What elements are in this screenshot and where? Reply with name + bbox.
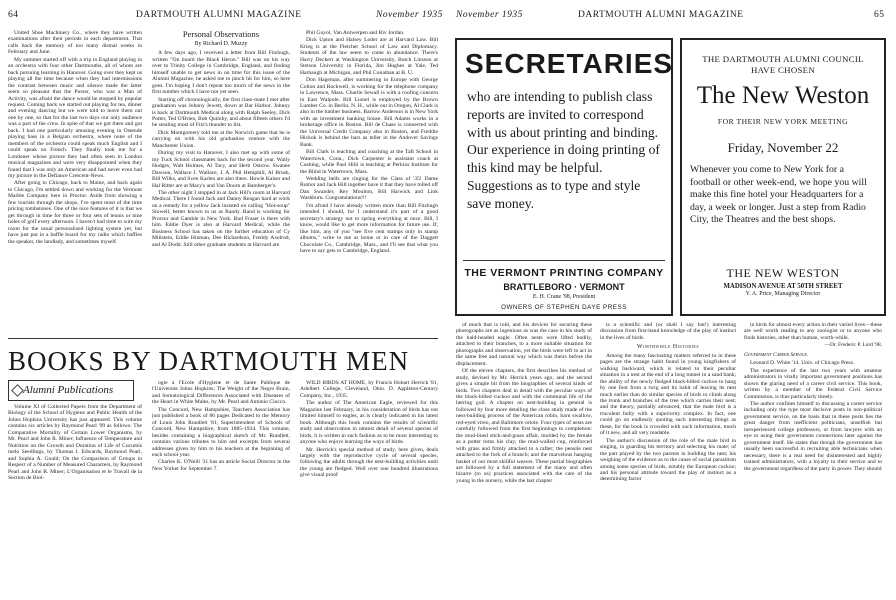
left-column-2 (152, 30, 290, 334)
books-column-2 (152, 380, 290, 594)
ad-council-text (682, 54, 884, 76)
left-page-number: 64 (8, 10, 19, 20)
paragraph: Among the many fascinating matters referred to in these pages are the strange habit found in young kingfishers of walking backward, which is related to their peculiar situation in a nest at the end of a long tunnel in a sand bank; the ability of the newly fledged black-billed cuckoo to hang by one foot from a twig and its habit of leaving its nest much earlier than do similar species of birds to climb along the trunk and branches of the tree which carries their nest; and the theory, partially advanced, that the male bird is a truculent bully with a superiority complex. In fact, one could go on endlessly quoting such interesting things as these, for the book is crowded with such information, much of it new, and all very readable. (600, 352, 736, 437)
right-column-2 (600, 322, 736, 594)
ornament-icon (11, 384, 24, 397)
paragraph: Dick Upton and Halsey Loder are at Harvard Law. Bill Krieg is at the Fletcher School of Law and Diplomacy. Students of the law seem to come in abundance. There's Harry Deckert at Washington University, Butch Linsson at Stetson University in Florida, Jim Hughes at Yale, Ted Harbaugh at Michigan, and Phil Conathan at B. U. (300, 37, 438, 76)
books-column-3 (300, 380, 438, 594)
paragraph: The experience of the last two years with amateur administrators in vitally important government positions has shown the glaring need of a career civil service. This book, written by a member of the Federal Civil Service Commission, is thus particularly timely. (744, 367, 882, 400)
article-title: Personal Observations (182, 30, 260, 39)
book-heading: Government Career Service. (744, 351, 809, 358)
paragraph: Phil Guyol, Van Antwerpen and Riv Jordan. (306, 30, 405, 36)
paragraph: I'm afraid I have already written more than Bill Fitzhugh intended I should, for I understand it's part of a good secretary's strategy not to spring everything at once. Bill, I know, would like to get more information for future use. If, like him, any of you "see five cent stamps only in stamp albums," write to me at home or in care of the Daggett Chocolate Co., Cambridge, Mass., and I'll see that what you have to say gets to Cambridge, England. (300, 202, 438, 254)
ad-title: The New Weston (696, 82, 870, 109)
ad-subtitle: FOR THEIR NEW YORK MEETING (717, 117, 849, 126)
alumni-publications-box (8, 380, 134, 401)
review-subhead: Worthwhile Histories (636, 344, 700, 351)
right-column-3 (744, 322, 882, 594)
paragraph: The author's discussion of the role of the male bird in singing, in guarding his territory and selecting his mate; of the part played by the two parents in building the nest; his weighing of the evidence as to the cause of social parasitism among some species of birds, notably the European cuckoo; and his personal attitude toward the play of instinct as a determining factor (600, 437, 736, 483)
alumni-publications-label: Alumni Publications (23, 384, 114, 396)
paragraph: Of the eleven chapters, the first describes his method of study, devised by Mr. Herrick years ago, and the second gives a simple bit from the biographies of several kinds of birds. Two chapters deal in detail with the peculiar ways of the black-billed cuckoo and with the communal life of the herring gull. A chapter on nest-building in general is followed by four more detailing the close study made of the nest-building process of the American robin, barn swallow, red-eyed vireo, and Baltimore oriole. Four types of nests are carefully followed from the first beginnings to completion: the mud-lined stick-and-grass affair, molded by the female as a potter turns his clay; the mud-walled cup, reinforced with grass and firmly attached to a rafter; the pensile nest attached to the fork of a branch; and the marvelous hanging basket of our most skillful weaver. These partial biographies are followed by a full statement of the many and often bizarre (to us) practices associated with the care of the young in the nursery, while the last chapter (456, 368, 592, 484)
ad-body: who are intending to publish class reports are invited to correspond with us about printing and binding. Our experience in doing printing of this kind may be helpful. Suggestions as to type and style save money. (467, 89, 660, 211)
paragraph: Charles K. O'Neill '31 has an article Social Director in the New Yorker for September 7. (152, 459, 290, 472)
left-magazine-title: DARTMOUTH ALUMNI MAGAZINE (136, 10, 302, 20)
paragraph: The Concord, New Hampshire, Teachers Association has just published a book of 86 pages Dedicated to the Memory of Louis John Rundlett '81, Superintendent of Schools of Concord, New Hampshire, from 1885-1934. This volume, besides containing a biographical sketch of Mr. Rundlett, contains various tributes to him and excerpts from several addresses given by him to his teachers at the beginning of each school year. (152, 406, 290, 458)
company-location: BRATTLEBORO · VERMONT (503, 282, 625, 292)
left-issue-date: November 1935 (376, 10, 443, 20)
paragraph: Bill Clark is teaching and coaching at the Taft School in Watertown, Conn., Dick Carpenter is assistant coach at Cushing, while Paul Hilli is teaching at Perkins Institute for the Blind in Watertown, Mass. (300, 149, 438, 175)
company-president: E. H. Crane '98, President (532, 294, 596, 300)
ad-headline: SECRETARIES (465, 48, 674, 79)
paragraph: The author of The American Eagle, reviewed for this Magazine last February, in his consideration of birds has not limited himself to eagles, as is clearly indicated in his latest book. Although this book contains the results of scientific study and observation in utmost detail of several species of birds, it is written in such fashion as to be most interesting to anyone who enjoys learning the ways of birds. (300, 400, 438, 446)
right-issue-date: November 1935 (456, 10, 523, 20)
paragraph: The author confines himself to discussing a career service including only the type most decisive posts in non-political government service, on the basis that in these posts lies the great danger from inefficient politicians, unselfish but inexperienced college professors, or from lawyers with an eye to using their government connections later against the government itself. He states that though the government has usually been successful in recruiting able technicians when necessary, there is a real need for disinterested and highly trained administrators, with a loyalty to their service and to the government regardless of the party in power. They should (744, 400, 882, 472)
paragraph: Volume XI of Collected Papers from the Department of Biology of the School of Hygiene and Public Health of the Johns Hopkins University has just appeared. This volume contains six articles by Raymond Pearl '99 as follows: The Comparative Mortality of Certain Lower Organisms, by Mr. Pearl and John R. Miner; Influence of Temperature and Nutrition on the Growth and Duration of Life of Cucumis melo Seedlings, by Thomas I. Edwards, Raymond Pearl, and Sophia A. Gould; On the Comparison of Groups in Respect of a Number of Measured Characters, by Raymond Pearl and John R. Miner; L'Organisation et le Travail de la Section de Biol- (8, 404, 142, 481)
hotel-address: MADISON AVENUE AT 50TH STREET (723, 283, 843, 290)
paragraph: Starting off chronologically, the first class-mate I met after graduation was Johnny Jewett, down at Bar Harbor. Johnny is back at Dartmouth Medical along with Ralph Seeley, Dick Potter, Ted O'Brien, Bob Quimby, and about fifteen others I'd be stealing most of Fitz's thunder to list. (152, 96, 290, 129)
paragraph: in birds for almost every action in their varied lives—these are well worth reading to any zoologist or to anyone who finds histories, other than human, worth-while. (744, 322, 882, 341)
ad-footer (682, 266, 884, 297)
paragraph: My summer started off with a trip to England playing in an orchestra with four other Dartmouths, all of whom are back pursuing learning in Hanover. Going over they kept us playing all the time because when they had intermissions the contrast between music and silence made the latter seem so pleasant that the Purser, who was a Man of Activity, was afraid the dance would be stopped by popular request. Coming back we started out playing for tea, dinner and evening dancing but we were told to leave them out one by one, so that for the last two days our only audience was a part of the crew. In spite of that we got there and got back. I had one particularly amusing evening in Ostende playing bass in a Belgian orchestra, where none of the members of the orchestra could speak much English and I could speak no French. They finally took me for a Londoner whose picture they had often seen in London musical magazines and were very disappointed when they found that I was only an American and had never even had my picture in the Defiance Crescent-News. (8, 56, 142, 179)
paragraph: Dick Montgomery told me at the Norwich game that he is carrying on with his old graduation venture with the Manchester Union. (152, 129, 290, 149)
review-signature: —Dr. Frederic P. Lord '98. (824, 342, 882, 349)
council-line: THE DARTMOUTH ALUMNI COUNCIL (702, 54, 864, 64)
company-owners: OWNERS OF STEPHEN DAYE PRESS (501, 304, 627, 311)
paragraph: is a scientific and (or shall I say but!) interesting discussion from first-hand knowledge of the play of instinct in the lives of birds. (600, 322, 736, 341)
company-name: THE VERMONT PRINTING COMPANY (464, 267, 664, 279)
right-magazine-title: DARTMOUTH ALUMNI MAGAZINE (578, 10, 744, 20)
paragraph: Mr. Herrick's special method of study, here given, deals largely with the reproductive cycle of several species, following the adults through the nest-building activities until the young are fledged. Well over one hundred illustrations give visual proof (300, 446, 438, 479)
paragraph: ogie a l'Ecole d'Hygiene et de Sante Publique de l'Universite Johns Hopkins; The Weight of the Negro Brain, and Somatological Differences Associated with Diseases of the Heart in White Males, by Mr. Pearl and Antonio Ciocco. (152, 380, 290, 406)
paragraph: Don Hageman, after summering in Europe with George Colton and Rockwell, is working for the telephone company in Lawrence, Mass. Charlie Sewall is with a roofing concern in East Walpole. Bill Lionel is employed by the Brown Lumber Co. in Berlin, N. H., while out in Oregon, Al Clark is also in the lumber business. Barrow Anderson is in New York with an investment banking house. Bill Adams works in a brokerage office in Boston. Bill de Chase is connected with the Universal Credit Company also in Boston, and Freddie Hickok is behind the bars as teller in the Andover Savings Bank. (300, 77, 438, 148)
books-column-1 (8, 404, 142, 594)
paragraph: Leonard D. White '14. Univ. of Chicago Press. (750, 360, 855, 367)
ad-footer (463, 260, 665, 311)
right-column-1 (456, 322, 592, 594)
right-page-number: 65 (874, 10, 885, 20)
ad-body: Whenever you come to New York for a football or other week-end, we hope you will make this fine hotel your Headquarters for a day, a week or longer. Just a step from Radio City, the Theatres and the best shops. (690, 164, 867, 225)
books-section-title: BOOKS BY DARTMOUTH MEN (8, 346, 410, 376)
left-column-3 (300, 30, 438, 334)
section-divider (8, 338, 438, 339)
ad-date: Friday, November 22 (727, 140, 839, 155)
hotel-manager: Y. A. Price, Managing Director (745, 291, 821, 297)
paragraph: A few days ago, I received a letter from Bill Fitzhugh, written "On board the Black Heron." Bill was on his way over to Trinity College in Cambridge, England, and finding himself unable to get news in on time for this issue of the Alumni Magazine, he asked me to pinch hit for him, so here goes. I'm hoping I don't repeat too much of the news in the first number which I have not yet seen. (152, 50, 290, 96)
paragraph: Wedding bells are ringing for the Class of '35! Dame Rumor and Jack Hill together have it that they have tolled off Dan Swander, Rey Moulton, Bill Harwick and Link Washburn. Congratulations!!! (300, 175, 438, 202)
article-byline: By Richard D. Muzzy (194, 41, 248, 47)
paragraph: United Shoe Machinery Co., where they have written examinations after their periods in each department. That calls back the memory of too many dismal weeks in February and June. (8, 30, 142, 56)
council-line: HAVE CHOSEN (751, 65, 815, 75)
hotel-name: THE NEW WESTON (726, 266, 840, 280)
paragraph: WILD BIRDS AT HOME, by Francis Hobart Herrick '81, Adelbert College, Cleveland, Ohio. D. Appleton-Century Company, Inc., 1935. (300, 380, 438, 399)
paragraph: The other night I stopped in at Jack Hill's room at Harvard Medical. There I found Jack and Danny Reagan hard at work on a remedy for a yellow Jack insisted on calling "Hot-soup" Stowell, better known to us as Randy. Rand is working for Proctor and Gamble in New York. Bud Fraser is there with him. Eddie Dyer is also at Harvard Medical, while the Business School has taken on the further education of Cy Millstein, Eddie Hinman, Dee Richardson, Freddy Axelrod, and Al Dodd. Still other graduate students at Harvard are (152, 189, 290, 248)
paragraph: of much that is told, and his devices for securing these photographs are as ingenious as was the case in his study of the bald-headed eagle. Often nests were lifted bodily, attached to their branches, to a more suitable situation for photographs and observation, yet the birds were left to act in the same free and natural way which was theirs before the displacement. (456, 322, 592, 367)
paragraph: After going to Chicago, back to Maine, and back again to Chicago, I'm settled down and working for the Vermont Marble Company here in Proctor. Aside from showing a few tourists through the shops, I've spent most of the time pricing tombstones. One of the nice features of it is that we get through in time for three or four sets of tennis or nine holes of golf every afternoon. I haven't had time to wire my room for the usual personalized lighting system yet, but have just put in a baffle board for my radio which baffles the speaker, the landlady, and sometimes myself. (8, 180, 142, 245)
vermont-printing-ad (455, 38, 673, 316)
paragraph: During my visit to Hanover, I also met up with some of my Tuck School classmates back for the second year. Wally Hodges, Walt Holmes, Al Tacy, and Herb Ostrow. Swanee Dawson, Wallace J. Wallace, J. A. Phil Hemphill, Al Brush, Bill Wilks, and Sven Karlen are also there. Howie Kaiser and Hal Ritter are at Macy's and Van Doorn at Bamberger's. (152, 150, 290, 189)
new-weston-ad (680, 38, 886, 316)
left-column-1 (8, 30, 142, 334)
